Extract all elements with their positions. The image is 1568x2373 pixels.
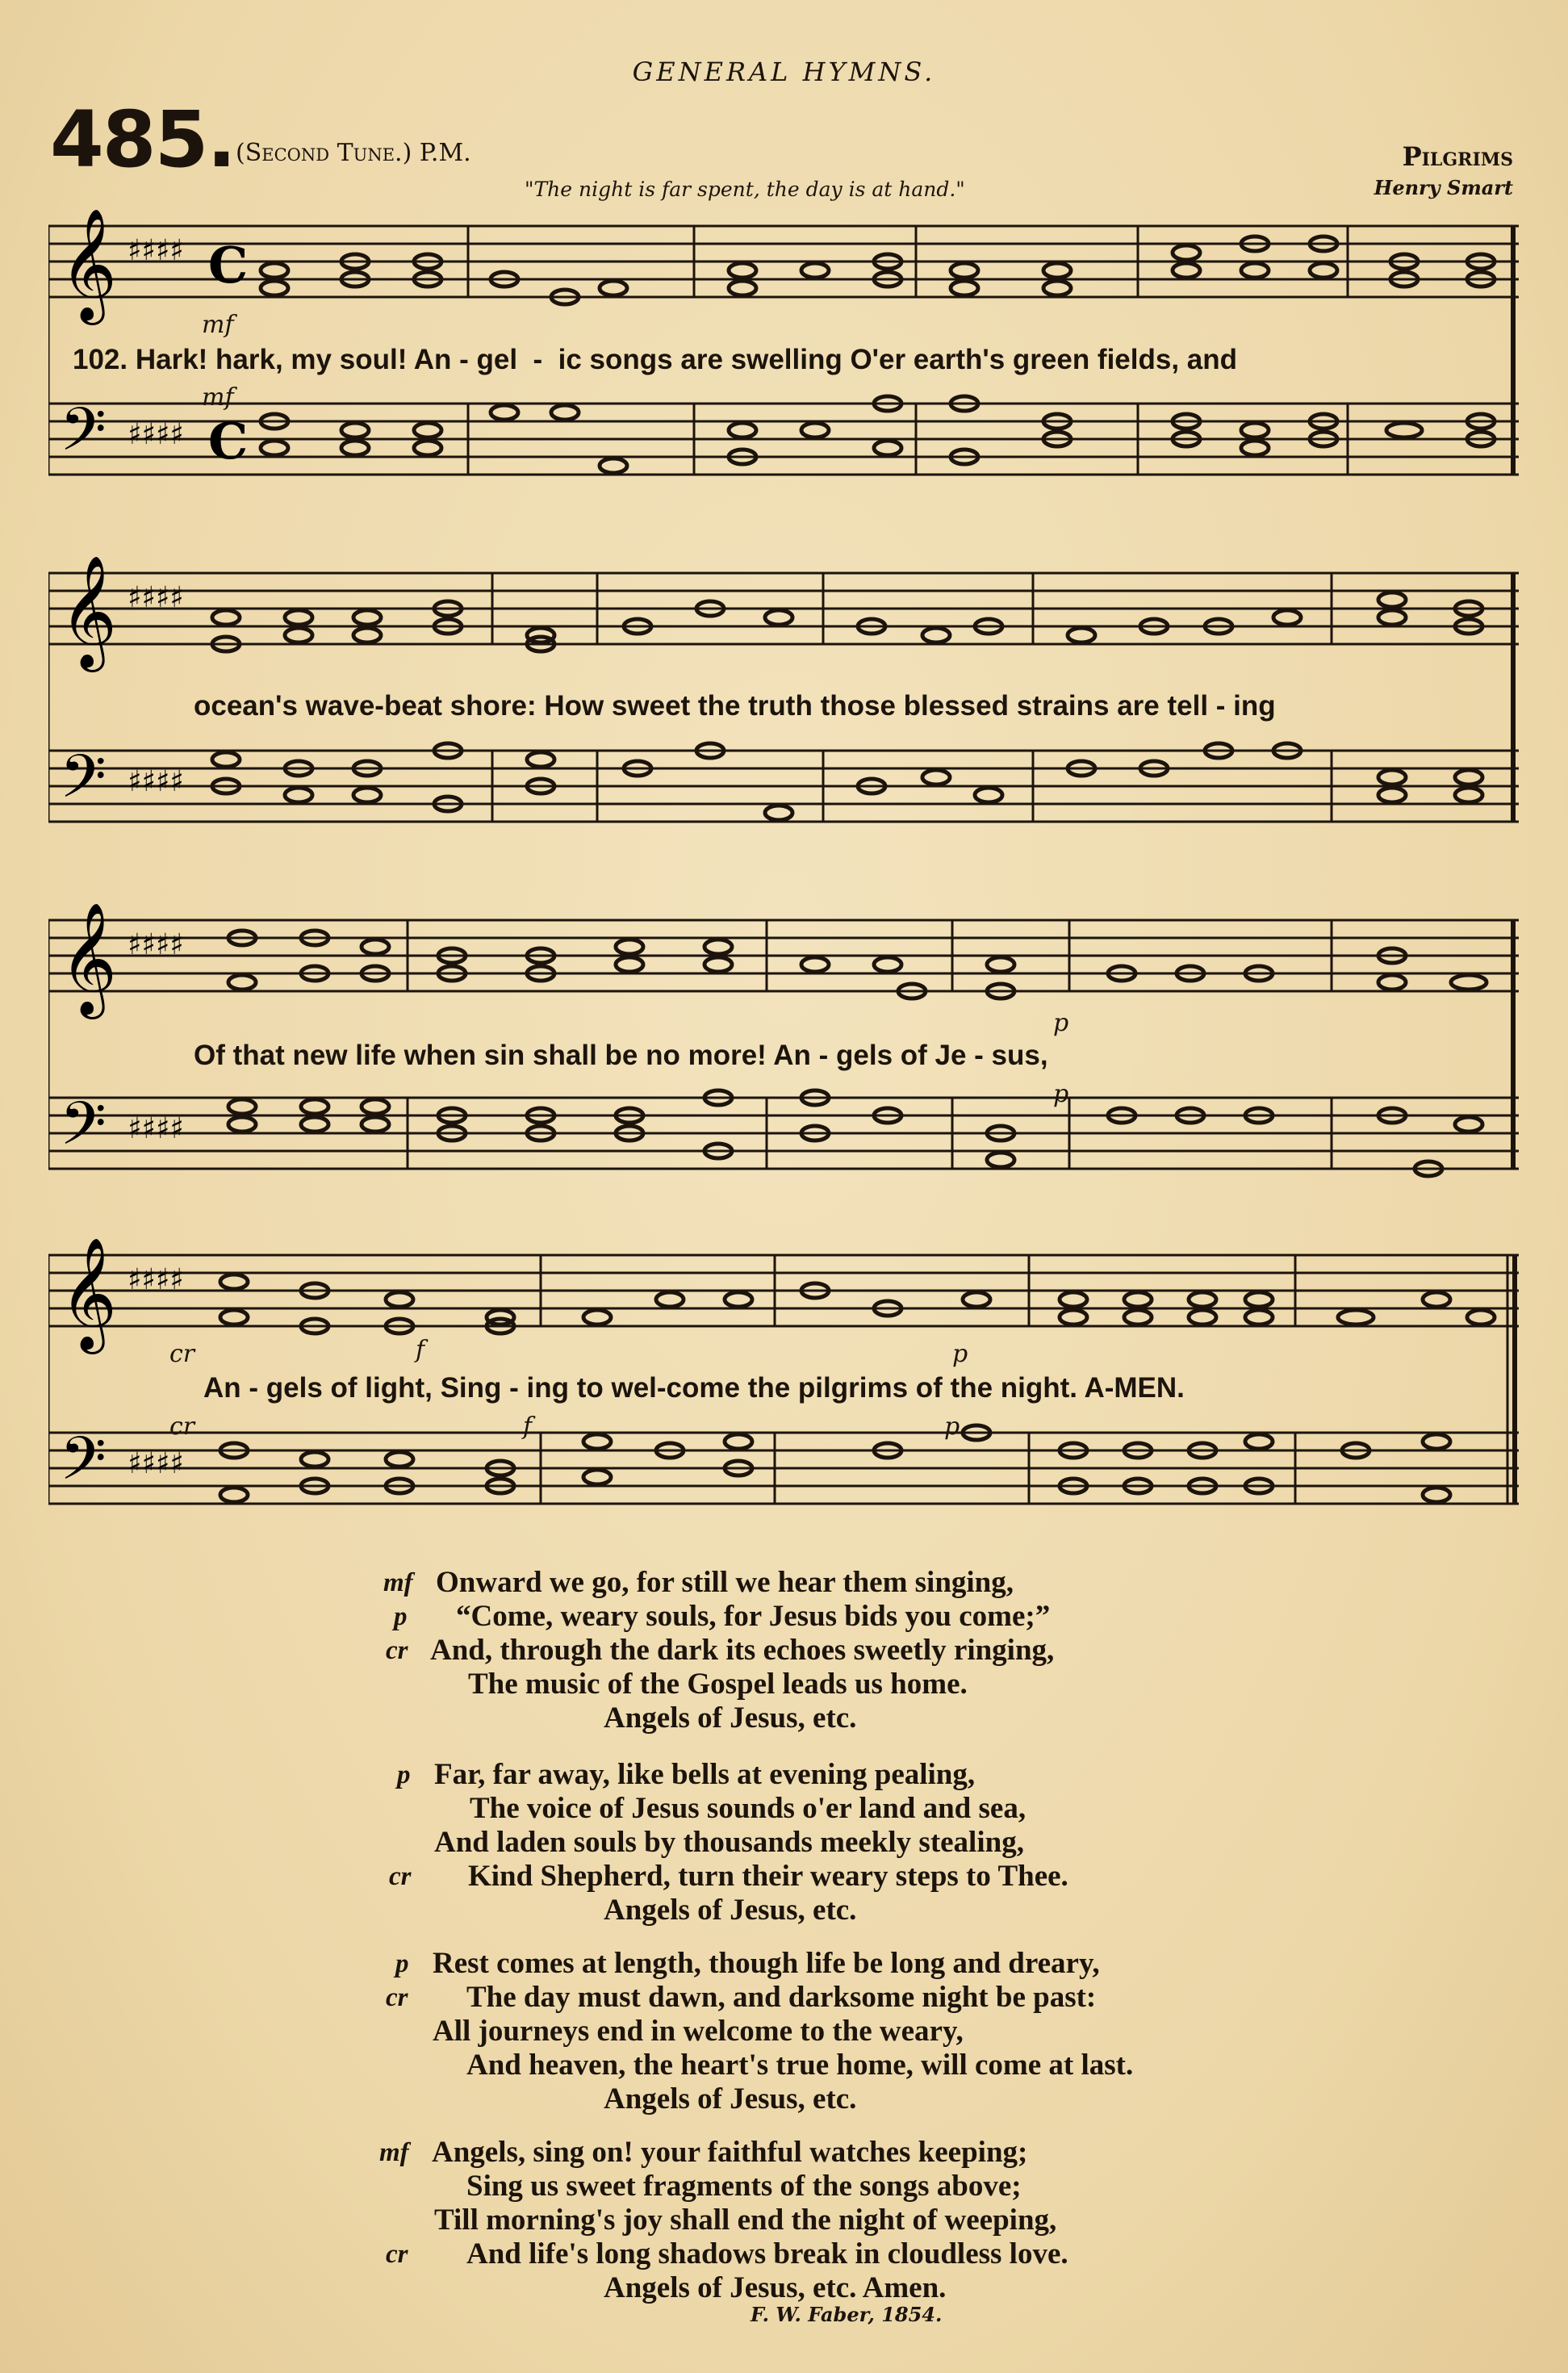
svg-text:♯♯♯♯: ♯♯♯♯ xyxy=(128,581,184,614)
svg-text:𝄞: 𝄞 xyxy=(60,208,117,320)
svg-text:♯♯♯♯: ♯♯♯♯ xyxy=(128,1263,184,1296)
dynamic-mark: mf xyxy=(202,383,234,412)
svg-text:𝄢: 𝄢 xyxy=(60,395,107,479)
attribution: F. W. Faber, 1854. xyxy=(751,2303,943,2326)
verse-line: And life's long shadows break in cloudless love. xyxy=(466,2237,1068,2270)
dynamic-mark: cr xyxy=(169,1340,195,1368)
dynamic-mark: p xyxy=(1053,1009,1069,1037)
dynamic-mark: mf xyxy=(383,1568,413,1597)
svg-text:C: C xyxy=(208,412,249,471)
verse-line: Rest comes at length, though life be long and dreary, xyxy=(433,1947,1100,1980)
hymn-number: 485. xyxy=(50,94,235,185)
verse-line: All journeys end in welcome to the weary, xyxy=(433,2015,964,2048)
svg-text:𝄞: 𝄞 xyxy=(60,555,117,668)
dynamic-mark: p xyxy=(395,1949,409,1978)
tune-label: (Second Tune.) P.M. xyxy=(236,139,471,167)
svg-text:𝄢: 𝄢 xyxy=(60,742,107,827)
verse-line: Onward we go, for still we hear them singing, xyxy=(436,1566,1014,1599)
dynamic-mark: p xyxy=(1053,1080,1069,1108)
svg-text:♯♯♯♯: ♯♯♯♯ xyxy=(128,1112,184,1145)
verse-line: And heaven, the heart's true home, will come at last. xyxy=(466,2049,1134,2082)
verse-line: Kind Shepherd, turn their weary steps to Thee. xyxy=(468,1860,1068,1893)
svg-text:𝄞: 𝄞 xyxy=(60,1237,117,1350)
dynamic-mark: p xyxy=(394,1602,408,1631)
svg-text:𝄢: 𝄢 xyxy=(60,1089,107,1174)
dynamic-mark: f xyxy=(416,1336,425,1364)
verse-line: And laden souls by thousands meekly stealing, xyxy=(434,1826,1024,1859)
epigraph: "The night is far spent, the day is at hand." xyxy=(525,178,965,201)
tune-name: Pilgrims xyxy=(1402,141,1513,172)
verse-line: Angels of Jesus, etc. xyxy=(604,2082,857,2116)
dynamic-mark: cr xyxy=(169,1412,195,1441)
lyric-line-3: Of that new life when sin shall be no more! An - gels of Je - sus, xyxy=(194,1040,1048,1071)
svg-text:♯♯♯♯: ♯♯♯♯ xyxy=(128,928,184,961)
dynamic-mark: mf xyxy=(379,2138,409,2167)
verse-line: Angels of Jesus, etc. xyxy=(604,1894,857,1927)
composer: Henry Smart xyxy=(1374,176,1513,199)
dynamic-mark: cr xyxy=(386,2240,408,2269)
lyric-line-4: An - gels of light, Sing - ing to wel-come the pilgrims of the night. A-MEN. xyxy=(203,1372,1185,1404)
svg-text:𝄢: 𝄢 xyxy=(60,1424,107,1509)
dynamic-mark: cr xyxy=(386,1636,408,1665)
running-header: GENERAL HYMNS. xyxy=(632,56,936,87)
verse-line: Angels of Jesus, etc. Amen. xyxy=(604,2271,947,2304)
svg-text:♯♯♯♯: ♯♯♯♯ xyxy=(128,234,184,267)
dynamic-mark: mf xyxy=(202,311,234,339)
verse-line: Till morning's joy shall end the night of weeping, xyxy=(434,2204,1057,2237)
lyric-line-2: ocean's wave-beat shore: How sweet the truth those blessed strains are tell - ing xyxy=(194,690,1276,722)
dynamic-mark: p xyxy=(944,1412,960,1441)
svg-text:♯♯♯♯: ♯♯♯♯ xyxy=(128,765,184,798)
dynamic-mark: p xyxy=(397,1760,411,1789)
verse-line: Far, far away, like bells at evening pealing, xyxy=(434,1758,976,1791)
verse-line: The day must dawn, and darksome night be past: xyxy=(466,1981,1097,2014)
dynamic-mark: cr xyxy=(386,1983,408,2012)
svg-text:♯♯♯♯: ♯♯♯♯ xyxy=(128,418,184,451)
verse-line: Angels of Jesus, etc. xyxy=(604,1701,857,1735)
svg-text:C: C xyxy=(208,236,249,295)
svg-text:♯♯♯♯: ♯♯♯♯ xyxy=(128,1447,184,1480)
verse-line: Angels, sing on! your faithful watches keeping; xyxy=(432,2136,1028,2169)
verse-line: And, through the dark its echoes sweetly ringing, xyxy=(430,1634,1055,1667)
dynamic-mark: f xyxy=(523,1412,533,1441)
verse-line: The voice of Jesus sounds o'er land and sea, xyxy=(470,1792,1027,1825)
verse-line: The music of the Gospel leads us home. xyxy=(468,1668,968,1701)
dynamic-mark: p xyxy=(952,1340,968,1368)
svg-text:𝄞: 𝄞 xyxy=(60,902,117,1015)
dynamic-mark: cr xyxy=(389,1862,412,1891)
verse-line: “Come, weary souls, for Jesus bids you come;” xyxy=(456,1600,1051,1633)
verse-line: Sing us sweet fragments of the songs above; xyxy=(466,2170,1022,2203)
lyric-line-1: 102. Hark! hark, my soul! An - gel - ic songs are swelling O'er earth's green fields, and xyxy=(73,344,1238,375)
